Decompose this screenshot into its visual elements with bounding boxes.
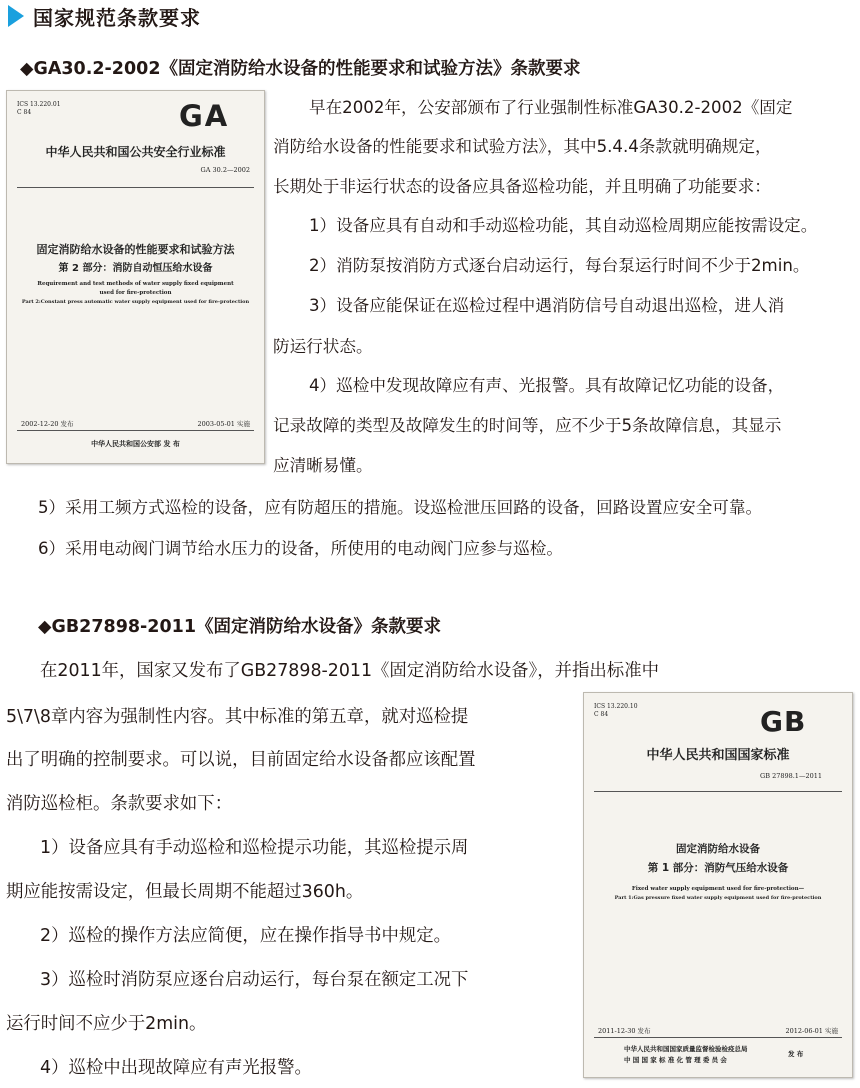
cover-title1: 固定消防给水设备的性能要求和试验方法 — [36, 243, 235, 256]
cover-ics: ICS 13.220.01 — [17, 101, 61, 108]
cover-divider — [594, 791, 842, 792]
cover-bottom-divider — [17, 430, 254, 431]
cover-impl-date: 2012-06-01 实施 — [785, 1027, 838, 1035]
cover-publisher: 中华人民共和国公安部 发 布 — [91, 440, 180, 448]
section1-line: 4）巡检中发现故障应有声、光报警。具有故障记忆功能的设备， — [309, 376, 785, 395]
section2-line: 运行时间不应少于2min。 — [6, 1014, 207, 1034]
gb-logo: GB — [760, 705, 807, 738]
cover-issue-date: 2011-12-30 发布 — [598, 1027, 651, 1035]
section1-line: 2）消防泵按消防方式逐台启动运行，每台泵运行时间不少于2min。 — [309, 256, 810, 275]
section1-line: 6）采用电动阀门调节给水压力的设备，所使用的电动阀门应参与巡检。 — [38, 539, 563, 558]
cover-ics: ICS 13.220.10 — [594, 703, 638, 710]
ga-logo: GA — [179, 99, 230, 133]
section1-line: 5）采用工频方式巡检的设备，应有防超压的措施。设巡检泄压回路的设备，回路设置应安全可靠。 — [38, 498, 763, 517]
cover-org: 中华人民共和国公共安全行业标准 — [45, 145, 226, 159]
cover-publisher-line1: 中华人民共和国国家质量监督检验检疫总局 — [624, 1045, 748, 1053]
section1-line: 应清晰易懂。 — [273, 456, 373, 475]
section1-line: 消防给水设备的性能要求和试验方法》，其中5.4.4条款就明确规定， — [273, 137, 772, 156]
cover-title1: 固定消防给水设备 — [676, 843, 760, 855]
cover-en3: Part 2:Constant press automatic water supply equipment used for fire-protection — [21, 299, 250, 305]
section2-line: 4）巡检中出现故障应有声光报警。 — [40, 1058, 312, 1078]
gb-standard-cover — [583, 692, 853, 1078]
section1-line: 防运行状态。 — [273, 337, 373, 356]
section1-line: 记录故障的类型及故障发生的时间等，应不少于5条故障信息，其显示 — [273, 416, 782, 435]
cover-en2: used for fire-protection — [99, 290, 172, 296]
cover-title2: 第 1 部分：消防气压给水设备 — [647, 862, 789, 874]
cover-title2: 第 2 部分：消防自动恒压给水设备 — [58, 263, 213, 274]
cover-ccode: C 84 — [17, 109, 32, 116]
section1-heading: ◆GA30.2-2002《固定消防给水设备的性能要求和试验方法》条款要求 — [20, 59, 581, 79]
section2-line: 3）巡检时消防泵应逐台启动运行，每台泵在额定工况下 — [40, 970, 469, 990]
section1-line: 1）设备应具有自动和手动巡检功能，其自动巡检周期应能按需设定。 — [309, 216, 818, 235]
ga-standard-cover — [6, 90, 265, 464]
cover-bottom-divider — [594, 1037, 842, 1038]
cover-publisher-label: 发 布 — [788, 1050, 804, 1058]
cover-ccode: C 84 — [594, 711, 609, 718]
cover-impl-date: 2003-05-01 实施 — [197, 420, 250, 428]
cover-publisher-line2: 中 国 国 家 标 准 化 管 理 委 员 会 — [624, 1056, 727, 1064]
section1-line: 长期处于非运行状态的设备应具备巡检功能，并且明确了功能要求： — [273, 177, 771, 196]
section2-line: 出了明确的控制要求。可以说，目前固定给水设备都应该配置 — [6, 750, 476, 770]
cover-org: 中华人民共和国国家标准 — [646, 748, 790, 763]
cover-std-no: GA 30.2—2002 — [200, 166, 250, 174]
page-title: 国家规范条款要求 — [33, 5, 201, 30]
section2-line: 在2011年，国家又发布了GB27898-2011《固定消防给水设备》，并指出标准中 — [40, 661, 659, 681]
cover-std-no: GB 27898.1—2011 — [760, 772, 822, 780]
page-title-bar — [8, 2, 201, 30]
section1-line: 3）设备应能保证在巡检过程中遇消防信号自动退出巡检，进人消 — [309, 296, 785, 315]
cover-issue-date: 2002-12-20 发布 — [21, 420, 74, 428]
cover-en1: Requirement and test methods of water supply fixed equipment — [37, 281, 234, 287]
section2-line: 消防巡检柜。条款要求如下： — [6, 794, 233, 814]
section2-heading: ◆GB27898-2011《固定消防给水设备》条款要求 — [38, 617, 442, 637]
triangle-bullet-icon — [8, 5, 24, 27]
section2-line: 1）设备应具有手动巡检和巡检提示功能，其巡检提示周 — [40, 838, 469, 858]
section2-line: 5\7\8章内容为强制性内容。其中标准的第五章，就对巡检提 — [6, 707, 469, 727]
section1-line: 早在2002年，公安部颁布了行业强制性标准GA30.2-2002《固定 — [309, 98, 793, 117]
section2-line: 2）巡检的操作方法应简便，应在操作指导书中规定。 — [40, 926, 452, 946]
section2-line: 期应能按需设定，但最长周期不能超过360h。 — [6, 882, 364, 902]
cover-en1: Fixed water supply equipment used for fire-protection— — [631, 886, 805, 892]
cover-en2: Part 1:Gas pressure fixed water supply equipment used for fire-protection — [614, 895, 822, 901]
cover-divider — [17, 187, 254, 188]
